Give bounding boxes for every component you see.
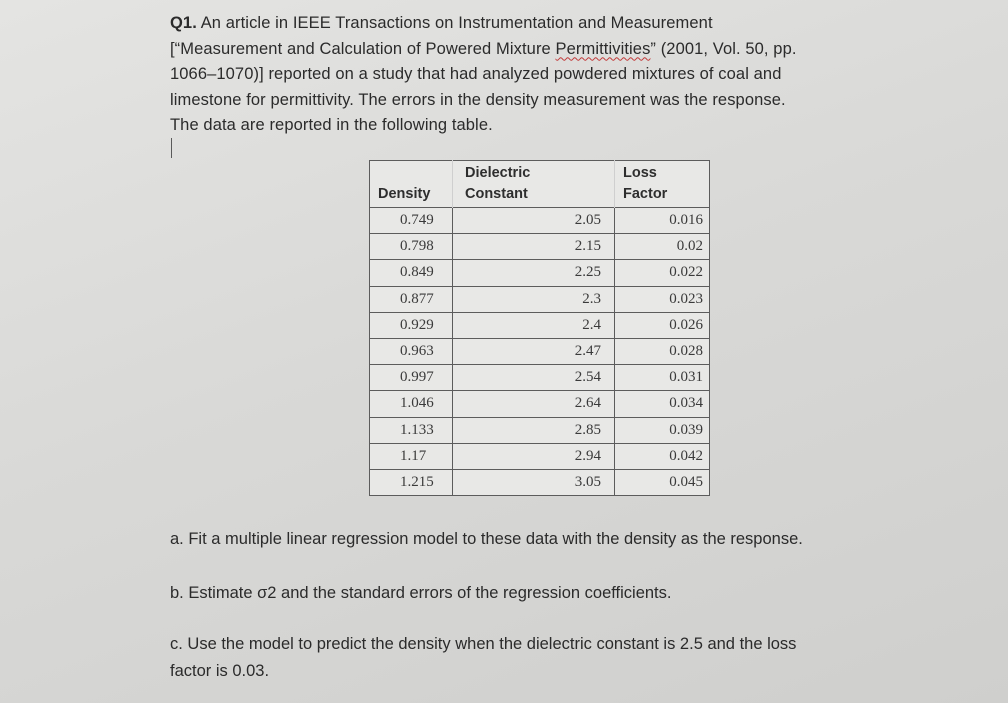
question-line-1-text: An article in IEEE Transactions on Instrumentation and Measurement (200, 14, 713, 32)
question-number: Q1. (170, 14, 197, 32)
table-row (370, 469, 710, 495)
cell-dielectric-constant: 2.85 (453, 417, 615, 443)
question-line-5: The data are reported in the following table. (170, 116, 493, 134)
cell-dielectric-constant: 2.54 (453, 365, 615, 391)
cell-density: 0.798 (370, 234, 453, 260)
cell-dielectric-constant: 2.05 (453, 208, 615, 234)
text-cursor (171, 138, 172, 158)
cell-density: 1.133 (370, 417, 453, 443)
cell-loss-factor: 0.023 (615, 286, 710, 312)
cell-loss-factor: 0.02 (615, 234, 710, 260)
table-row (370, 312, 710, 338)
table-row (370, 443, 710, 469)
question-line-2 (170, 37, 890, 63)
question-line-3: 1066–1070)] reported on a study that had analyzed powdered mixtures of coal and (170, 65, 782, 83)
cell-dielectric-constant: 2.64 (453, 391, 615, 417)
cell-loss-factor: 0.022 (615, 260, 710, 286)
table-row (370, 417, 710, 443)
cell-density: 0.963 (370, 338, 453, 364)
part-c (170, 631, 900, 685)
question-line-1 (170, 11, 890, 37)
question-line-2-pre: [“Measurement and Calculation of Powered Mixture (170, 39, 556, 58)
cell-dielectric-constant: 2.3 (453, 286, 615, 312)
table-row (370, 208, 710, 234)
part-c-line-2: factor is 0.03. (170, 662, 270, 680)
question-line-4: limestone for permittivity. The errors in the density measurement was the response. (170, 90, 786, 109)
cell-loss-factor: 0.034 (615, 391, 710, 417)
cell-dielectric-constant: 2.15 (453, 234, 615, 260)
cell-density: 0.849 (370, 260, 453, 286)
part-c-line-1: c. Use the model to predict the density when the dielectric constant is 2.5 and the loss (170, 635, 797, 653)
table-row (370, 234, 710, 260)
cell-loss-factor: 0.045 (615, 469, 710, 495)
table-row (370, 260, 710, 286)
cell-dielectric-constant: 2.25 (453, 260, 615, 286)
header-loss-factor: Loss Factor (615, 161, 710, 208)
cell-dielectric-constant: 2.47 (453, 338, 615, 364)
cell-loss-factor: 0.016 (615, 208, 710, 234)
cell-loss-factor: 0.028 (615, 338, 710, 364)
cell-dielectric-constant: 2.94 (453, 443, 615, 469)
question-text (170, 11, 890, 139)
header-dielectric-constant: Dielectric Constant (453, 161, 615, 208)
table-row (370, 365, 710, 391)
cell-loss-factor: 0.026 (615, 312, 710, 338)
part-a: a. Fit a multiple linear regression model to these data with the density as the response. (170, 530, 803, 548)
cell-density: 1.215 (370, 469, 453, 495)
cell-density: 1.046 (370, 391, 453, 417)
part-b: b. Estimate σ2 and the standard errors of the regression coefficients. (170, 584, 672, 602)
cell-density: 1.17 (370, 443, 453, 469)
cell-density: 0.749 (370, 208, 453, 234)
header-density: Density (378, 186, 431, 202)
table-row (370, 338, 710, 364)
table-body (370, 208, 710, 496)
cell-dielectric-constant: 2.4 (453, 312, 615, 338)
spellcheck-word: Permittivities (555, 39, 651, 58)
table-header-row (370, 161, 710, 208)
question-line-2-post: ” (2001, Vol. 50, pp. (650, 39, 797, 58)
cell-loss-factor: 0.031 (615, 365, 710, 391)
table-row (370, 391, 710, 417)
cell-loss-factor: 0.042 (615, 443, 710, 469)
cell-dielectric-constant: 3.05 (453, 469, 615, 495)
cell-density: 0.877 (370, 286, 453, 312)
cell-density: 0.929 (370, 312, 453, 338)
data-table (369, 160, 710, 496)
table-row (370, 286, 710, 312)
cell-loss-factor: 0.039 (615, 417, 710, 443)
cell-density: 0.997 (370, 365, 453, 391)
